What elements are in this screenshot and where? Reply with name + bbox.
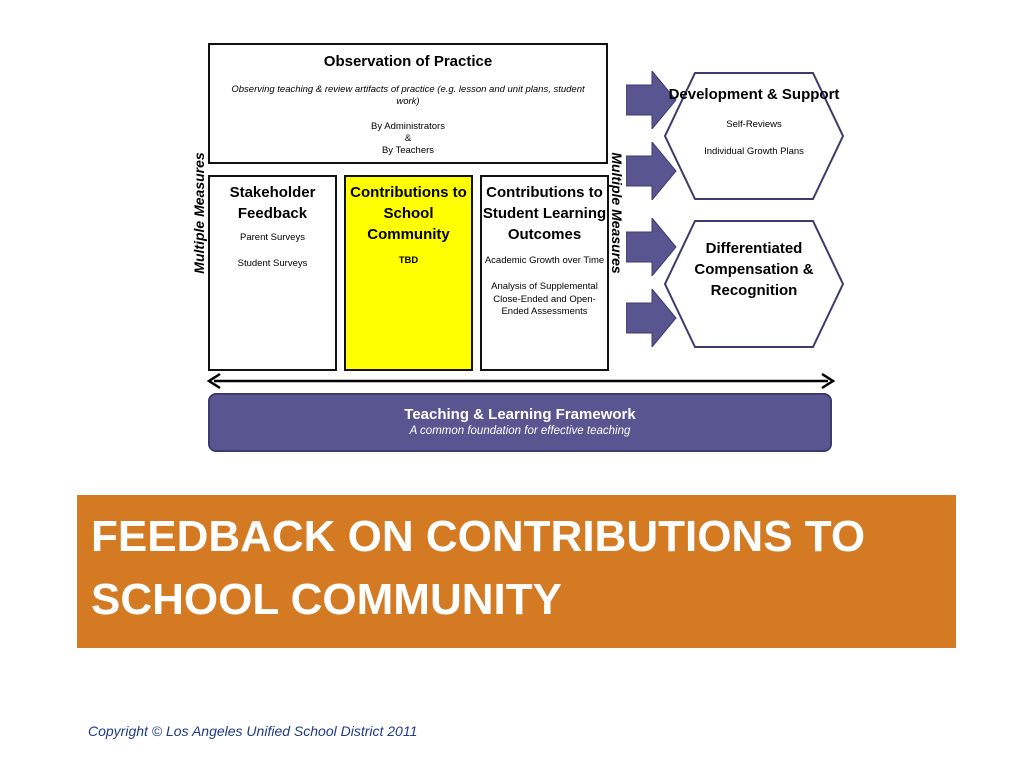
development-support-item: Individual Growth Plans: [704, 146, 804, 157]
double-headed-arrow-icon: [206, 372, 836, 390]
development-support-text: [664, 72, 844, 157]
slide-title-banner: [77, 495, 956, 648]
stakeholder-feedback-item: Parent Surveys: [240, 232, 305, 243]
differentiated-compensation-hexagon: [664, 220, 844, 348]
observation-by-line: By Teachers: [381, 145, 435, 157]
observation-of-practice-box: [208, 43, 608, 164]
contributions-student-learning-box: [480, 175, 609, 371]
multiple-measures-left-label: Multiple Measures: [191, 152, 207, 274]
differentiated-compensation-text: [664, 220, 844, 301]
stakeholder-feedback-box: [208, 175, 337, 371]
observation-by: [210, 121, 606, 158]
differentiated-compensation-title: Differentiated Compensation & Recognition: [694, 240, 814, 299]
contributions-school-community-box: [344, 175, 473, 371]
copyright-text: Copyright © Los Angeles Unified School District 2011: [88, 723, 418, 739]
observation-by-line: By Administrators: [371, 120, 445, 132]
contributions-school-community-item: TBD: [398, 255, 419, 266]
contributions-student-learning-item: Analysis of Supplemental Close-Ended and Open-Ended Assessments: [491, 280, 598, 318]
stakeholder-feedback-title: Stakeholder Feedback: [229, 184, 316, 222]
stakeholder-feedback-item: Student Surveys: [237, 257, 308, 269]
development-support-item: Self-Reviews: [726, 119, 782, 130]
contributions-student-learning-title: Contributions to Student Learning Outcomes: [482, 184, 607, 243]
observation-by-line: &: [404, 133, 412, 145]
observation-title: Observation of Practice: [323, 53, 493, 70]
framework-title: Teaching & Learning Framework: [404, 406, 636, 423]
contributions-student-learning-item: Academic Growth over Time: [484, 255, 605, 266]
development-support-title: Development & Support: [668, 86, 840, 103]
teaching-learning-framework-bar: [208, 393, 832, 452]
observation-description: Observing teaching & review artifacts of practice (e.g. lesson and unit plans, student work): [231, 84, 585, 108]
development-support-hexagon: [664, 72, 844, 200]
contributions-school-community-title: Contributions to School Community: [350, 184, 467, 243]
multiple-measures-right-label: Multiple Measures: [609, 152, 625, 274]
slide-title: FEEDBACK ON CONTRIBUTIONS TO SCHOOL COMMUNITY: [91, 512, 866, 624]
framework-subtitle: A common foundation for effective teaching: [409, 425, 631, 437]
